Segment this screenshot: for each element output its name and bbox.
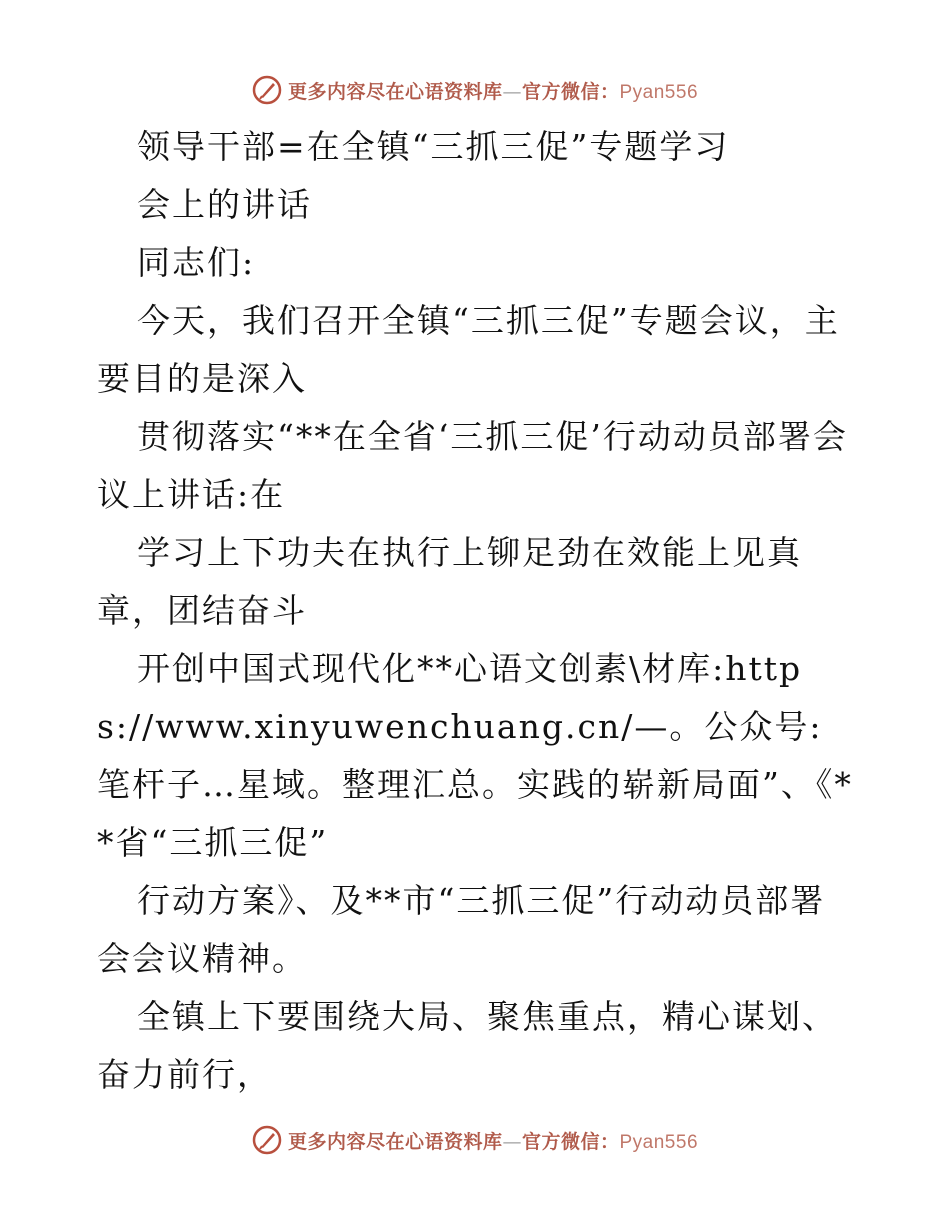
watermark-text <box>288 77 698 104</box>
title-line-2: 会上的讲话 <box>137 185 312 224</box>
watermark-brand: 更多内容尽在心语资料库 <box>287 1130 503 1153</box>
watermark-brand: 更多内容尽在心语资料库 <box>287 80 503 103</box>
title-line-1: 领导干部=在全镇“三抓三促”专题学习 <box>137 127 730 166</box>
salutation: 同志们: <box>137 243 256 282</box>
paragraph: 行动方案》、及**市“三抓三促”行动动员部署会会议精神。 <box>97 881 826 978</box>
watermark-text <box>288 1127 698 1154</box>
quill-pen-logo-icon <box>252 1125 282 1155</box>
paragraph: 开创中国式现代化**心语文创素\材库:https://www.xinyuwenchuang.cn/—。公众号:笔杆子…星域。整理汇总。实践的崭新局面”、《**省“三抓三促” <box>97 649 853 862</box>
footer-watermark <box>0 1122 950 1158</box>
header-watermark <box>0 72 950 108</box>
paragraph: 全镇上下要围绕大局、聚焦重点，精心谋划、奋力前行， <box>97 997 837 1094</box>
paragraph: 贯彻落实“**在全省‘三抓三促’行动动员部署会议上讲话:在 <box>97 417 848 514</box>
paragraph: 学习上下功夫在执行上铆足劲在效能上见真章，团结奋斗 <box>97 533 802 630</box>
watermark-separator: — <box>502 80 522 103</box>
quill-pen-logo-icon <box>252 75 282 105</box>
watermark-account-label: 官方微信： <box>521 1130 620 1153</box>
watermark-account-id: Pyan556 <box>619 1131 699 1153</box>
watermark-separator: — <box>502 1130 522 1153</box>
paragraph: 今天，我们召开全镇“三抓三促”专题会议，主要目的是深入 <box>97 301 840 398</box>
watermark-account-id: Pyan556 <box>619 81 699 103</box>
watermark-account-label: 官方微信： <box>521 80 620 103</box>
document-body <box>97 118 853 1104</box>
